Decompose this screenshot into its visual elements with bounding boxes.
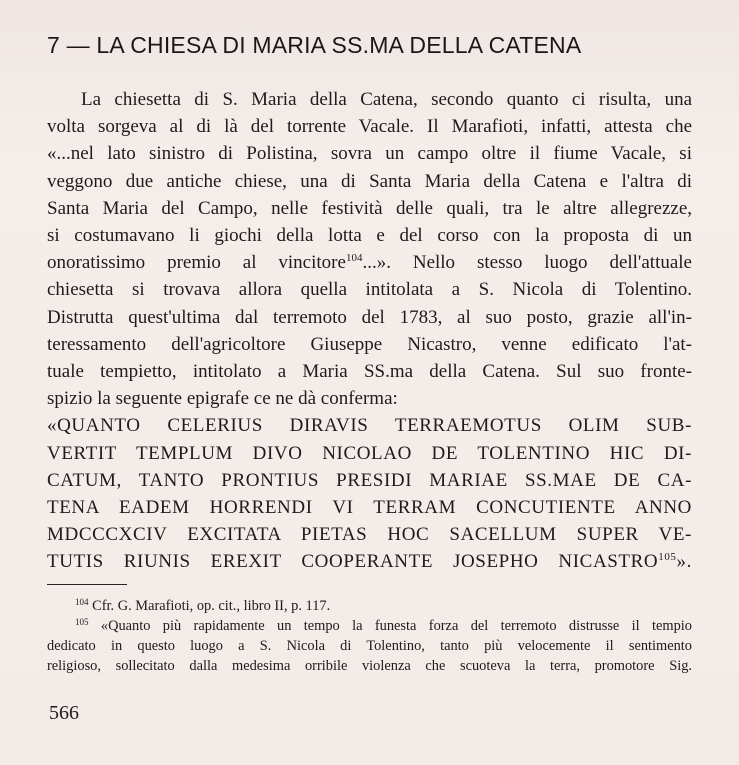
epigraph-line: «QUANTO CELERIUS DIRAVIS TERRAEMOTUS OLIM SUB- <box>47 415 692 437</box>
epigraph-line: CATUM, TANTO PRONTIUS PRESIDI MARIAE SS.MAE DE CA- <box>47 469 692 491</box>
body-line: tuale tempietto, intitolato a Maria SS.ma della Catena. Sul suo fronte- <box>47 361 692 383</box>
body-line: La chiesetta di S. Maria della Catena, secondo quanto ci risulta, una <box>81 89 692 110</box>
body-line: chiesetta si trovava allora quella intitolata a S. Nicola di Tolentino. <box>47 279 692 301</box>
epigraph-fragment: TUTIS RIUNIS EREXIT COOPERANTE JOSEPHO NICASTRO <box>47 551 659 573</box>
epigraph-line-with-note <box>47 548 692 575</box>
page-number: 566 <box>49 702 79 724</box>
footnote-text: «Quanto più rapidamente un tempo la funesta forza del terremoto distrusse il tempio <box>100 618 692 634</box>
footnote-divider <box>47 584 127 585</box>
body-line: veggono due antiche chiese, una di Santa Maria della Catena e l'altra di <box>47 170 692 192</box>
body-line: «...nel lato sinistro di Polistina, sovra un campo oltre il fiume Vacale, si <box>47 143 692 165</box>
body-line: spizio la seguente epigrafe ce ne dà conferma: <box>47 388 398 410</box>
body-text-fragment: ...». Nello stesso luogo dell'attuale <box>362 252 692 274</box>
body-line: volta sorgeva al di là del torrente Vacale. Il Marafioti, infatti, attesta che <box>47 116 692 138</box>
footnote-number: 104 <box>75 597 89 607</box>
body-line: Santa Maria del Campo, nelle festività delle quali, tra le altre allegrezze, <box>47 197 692 219</box>
footnote-105-line: dedicato in questo luogo a S. Nicola di Tolentino, tanto più velocemente il sentimento <box>47 638 692 654</box>
footnote-105-line: religioso, sollecitato dalla medesima orribile violenza che scuoteva la terra, promotore Sig. <box>47 658 692 674</box>
body-line-with-note <box>47 249 692 276</box>
body-line: teressamento dell'agricoltore Giuseppe Nicastro, venne edificato l'at- <box>47 333 692 355</box>
body-line: si costumavano li giochi della lotta e del corso con la proposta di un <box>47 225 692 247</box>
epigraph-line: VERTIT TEMPLUM DIVO NICOLAO DE TOLENTINO HIC DI- <box>47 442 692 464</box>
note-reference-104: 104 <box>345 252 363 265</box>
epigraph-line: MDCCCXCIV EXCITATA PIETAS HOC SACELLUM SUPER VE- <box>47 524 692 546</box>
note-reference-105: 105 <box>658 551 677 564</box>
footnote-text: Cfr. G. Marafioti, op. cit., libro II, p. 117. <box>92 598 331 614</box>
epigraph-fragment: ». <box>676 551 692 573</box>
body-line: Distrutta quest'ultima dal terremoto del 1783, al suo posto, grazie all'in- <box>47 306 692 328</box>
footnotes <box>47 596 692 676</box>
chapter-heading: 7 — LA CHIESA DI MARIA SS.MA DELLA CATENA <box>47 32 582 58</box>
footnote-105 <box>47 616 692 636</box>
footnote-104 <box>47 596 692 616</box>
body-text-fragment: onoratissimo premio al vincitore <box>47 252 346 274</box>
footnote-number: 105 <box>75 617 89 627</box>
epigraph-line: TENA EADEM HORRENDI VI TERRAM CONCUTIENTE ANNO <box>47 497 692 519</box>
bleed-through-text <box>40 0 720 28</box>
body-text <box>47 86 692 576</box>
